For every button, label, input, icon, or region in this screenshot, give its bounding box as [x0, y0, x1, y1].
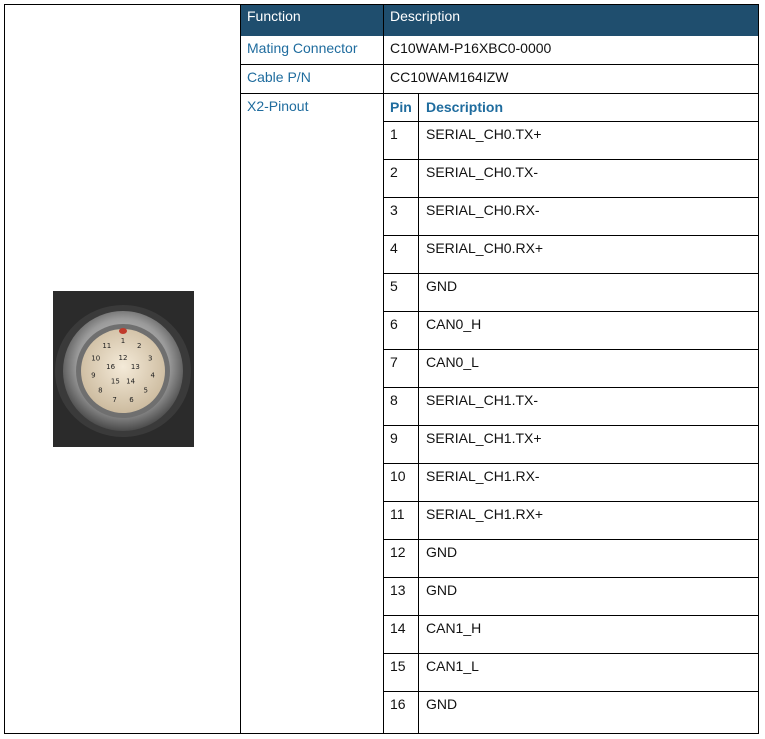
pin-number: 5	[390, 278, 398, 294]
pin-description: SERIAL_CH1.RX+	[426, 506, 544, 522]
table-row	[384, 502, 758, 540]
pin-number: 12	[390, 544, 406, 560]
header-function: Function	[247, 8, 301, 24]
spec-grid	[241, 5, 758, 733]
pin-description: GND	[426, 544, 458, 560]
pinout-subtable	[384, 94, 758, 733]
table-row	[384, 692, 758, 730]
row-cable-pn	[241, 65, 758, 94]
pin-description: CAN1_L	[426, 658, 479, 674]
connector-pin-label: 4	[150, 371, 155, 380]
table-row	[384, 122, 758, 160]
connector-photo-icon	[53, 291, 194, 447]
pin-description: SERIAL_CH0.RX+	[426, 240, 544, 256]
connector-pin-label: 11	[102, 341, 112, 350]
connector-pin-label: 10	[91, 354, 101, 363]
connector-pin-label: 3	[148, 354, 153, 363]
connector-pin-label: 2	[136, 341, 142, 350]
connector-pin-label: 1	[120, 337, 126, 345]
table-row	[384, 540, 758, 578]
pin-number: 11	[390, 506, 405, 522]
connector-pin-label: 12	[118, 354, 128, 362]
pin-number: 3	[390, 202, 398, 218]
pin-description: GND	[426, 278, 458, 294]
pinout-table	[4, 4, 759, 734]
pin-description: SERIAL_CH0.TX-	[426, 164, 539, 180]
pin-description: CAN0_L	[426, 354, 479, 370]
cable-pn-label: Cable P/N	[247, 69, 311, 85]
pin-description: GND	[426, 696, 458, 712]
pin-number: 14	[390, 620, 406, 636]
pin-number: 9	[390, 430, 398, 446]
table-header	[241, 5, 758, 36]
pin-description: GND	[426, 582, 458, 598]
table-row	[384, 616, 758, 654]
connector-image-cell	[5, 5, 241, 733]
connector-pin-label: 5	[143, 386, 148, 395]
pin-number: 16	[390, 696, 406, 712]
pin-description: CAN0_H	[426, 316, 482, 332]
pin-number: 1	[390, 126, 398, 142]
table-row	[384, 578, 758, 616]
table-row	[384, 388, 758, 426]
pin-description: SERIAL_CH0.TX+	[426, 126, 542, 142]
table-row	[384, 426, 758, 464]
mating-connector-value: C10WAM-P16XBC0-0000	[390, 40, 552, 56]
desc-column-header: Description	[426, 99, 504, 115]
x2-pinout-label: X2-Pinout	[247, 98, 309, 114]
pin-description: SERIAL_CH1.TX-	[426, 392, 539, 408]
table-row	[384, 236, 758, 274]
table-row	[384, 464, 758, 502]
pin-description: SERIAL_CH0.RX-	[426, 202, 540, 218]
row-mating-connector	[241, 36, 758, 65]
cable-pn-value: CC10WAM164IZW	[390, 69, 509, 85]
table-row	[384, 160, 758, 198]
pin-number: 7	[390, 354, 398, 370]
pin-number: 13	[390, 582, 406, 598]
pin-column-header: Pin	[390, 99, 412, 115]
table-row	[384, 350, 758, 388]
connector-pin-label: 7	[112, 395, 117, 404]
pin-description: CAN1_H	[426, 620, 482, 636]
connector-pin-label: 6	[129, 395, 134, 404]
connector-pin-label: 9	[91, 371, 96, 380]
header-description: Description	[390, 8, 461, 24]
table-row	[384, 274, 758, 312]
pin-description: SERIAL_CH1.TX+	[426, 430, 542, 446]
table-row	[384, 654, 758, 692]
pin-number: 8	[390, 392, 398, 408]
pinout-header	[384, 94, 758, 122]
pin-number: 15	[390, 658, 406, 674]
table-row	[384, 312, 758, 350]
pin-number: 6	[390, 316, 398, 332]
connector-pin-label: 16	[106, 362, 116, 371]
pin-number: 2	[390, 164, 398, 180]
table-row	[384, 198, 758, 236]
pin-number: 10	[390, 468, 406, 484]
mating-connector-label: Mating Connector	[247, 40, 358, 56]
connector-pin-label: 15	[110, 377, 120, 386]
connector-pin-label: 13	[130, 362, 140, 371]
connector-pin-label: 14	[126, 377, 136, 386]
pin-description: SERIAL_CH1.RX-	[426, 468, 540, 484]
pin-number: 4	[390, 240, 398, 256]
connector-pin-label: 8	[98, 386, 103, 395]
